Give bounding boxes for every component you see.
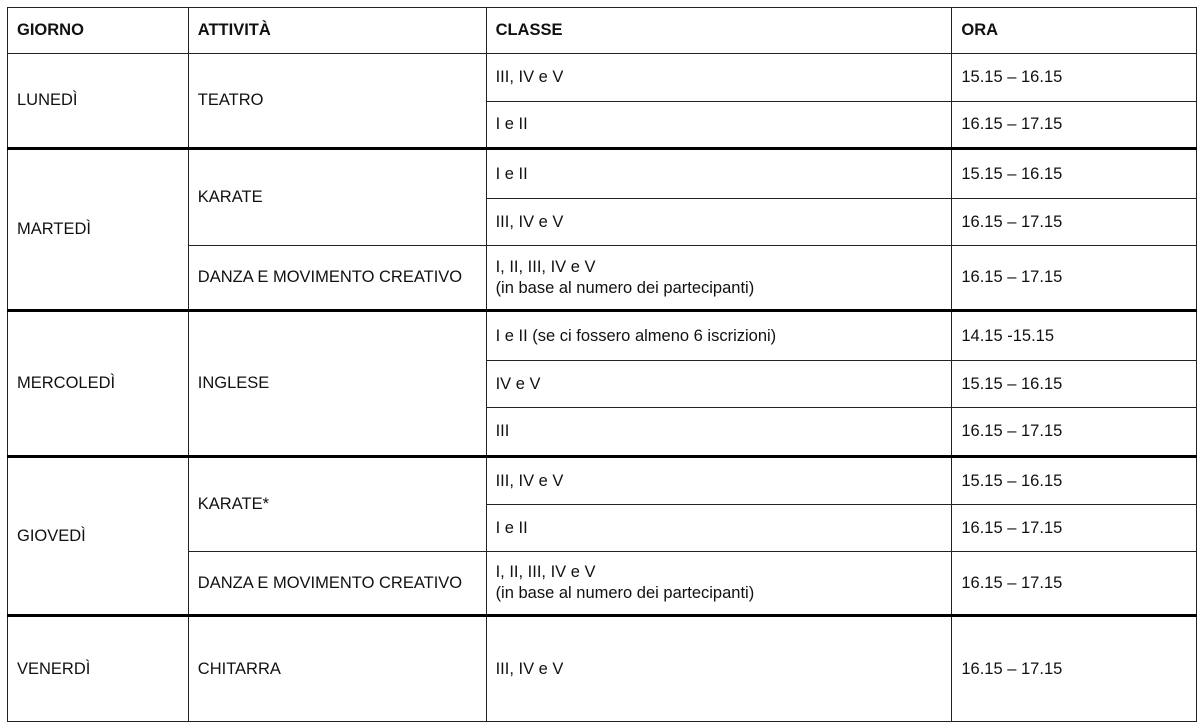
activity-cell: KARATE xyxy=(188,149,486,246)
class-line: I, II, III, IV e V xyxy=(495,563,596,582)
time-cell: 15.15 – 16.15 xyxy=(952,149,1197,199)
header-day: GIORNO xyxy=(8,8,189,54)
day-cell-monday: LUNEDÌ xyxy=(8,54,189,149)
class-cell: III, IV e V xyxy=(486,199,952,246)
time-cell: 16.15 – 17.15 xyxy=(952,246,1197,311)
activity-cell: INGLESE xyxy=(188,311,486,457)
time-cell: 14.15 -15.15 xyxy=(952,311,1197,361)
table-row xyxy=(8,457,1197,505)
time-cell: 16.15 – 17.15 xyxy=(952,552,1197,616)
schedule-table xyxy=(7,7,1197,722)
class-cell: I e II xyxy=(486,149,952,199)
day-cell-friday: VENERDÌ xyxy=(8,616,189,722)
class-cell: I e II xyxy=(486,102,952,149)
table-row xyxy=(8,149,1197,199)
time-cell: 15.15 – 16.15 xyxy=(952,457,1197,505)
class-cell: III, IV e V xyxy=(486,616,952,722)
time-cell: 16.15 – 17.15 xyxy=(952,505,1197,552)
activity-cell: DANZA E MOVIMENTO CREATIVO xyxy=(188,246,486,311)
day-cell-tuesday: MARTEDÌ xyxy=(8,149,189,311)
activity-cell: KARATE* xyxy=(188,457,486,552)
class-cell: III, IV e V xyxy=(486,457,952,505)
time-cell: 16.15 – 17.15 xyxy=(952,616,1197,722)
time-cell: 16.15 – 17.15 xyxy=(952,102,1197,149)
class-cell: I e II (se ci fossero almeno 6 iscrizioni) xyxy=(486,311,952,361)
table-row xyxy=(8,54,1197,102)
day-cell-thursday: GIOVEDÌ xyxy=(8,457,189,616)
activity-cell: CHITARRA xyxy=(188,616,486,722)
class-cell: III xyxy=(486,408,952,457)
class-cell xyxy=(486,246,952,311)
header-time: ORA xyxy=(952,8,1197,54)
activity-cell: DANZA E MOVIMENTO CREATIVO xyxy=(188,552,486,616)
class-cell: IV e V xyxy=(486,361,952,408)
class-line: I, II, III, IV e V xyxy=(495,257,596,276)
header-class: CLASSE xyxy=(486,8,952,54)
header-activity: ATTIVITÀ xyxy=(188,8,486,54)
table-row xyxy=(8,311,1197,361)
table-row xyxy=(8,616,1197,722)
time-cell: 16.15 – 17.15 xyxy=(952,408,1197,457)
activity-cell: TEATRO xyxy=(188,54,486,149)
time-cell: 15.15 – 16.15 xyxy=(952,361,1197,408)
class-cell xyxy=(486,552,952,616)
class-cell: I e II xyxy=(486,505,952,552)
class-cell: III, IV e V xyxy=(486,54,952,102)
time-cell: 16.15 – 17.15 xyxy=(952,199,1197,246)
day-cell-wednesday: MERCOLEDÌ xyxy=(8,311,189,457)
class-note: (in base al numero dei partecipanti) xyxy=(495,584,755,602)
class-note: (in base al numero dei partecipanti) xyxy=(495,278,755,297)
header-row xyxy=(8,8,1197,54)
time-cell: 15.15 – 16.15 xyxy=(952,54,1197,102)
